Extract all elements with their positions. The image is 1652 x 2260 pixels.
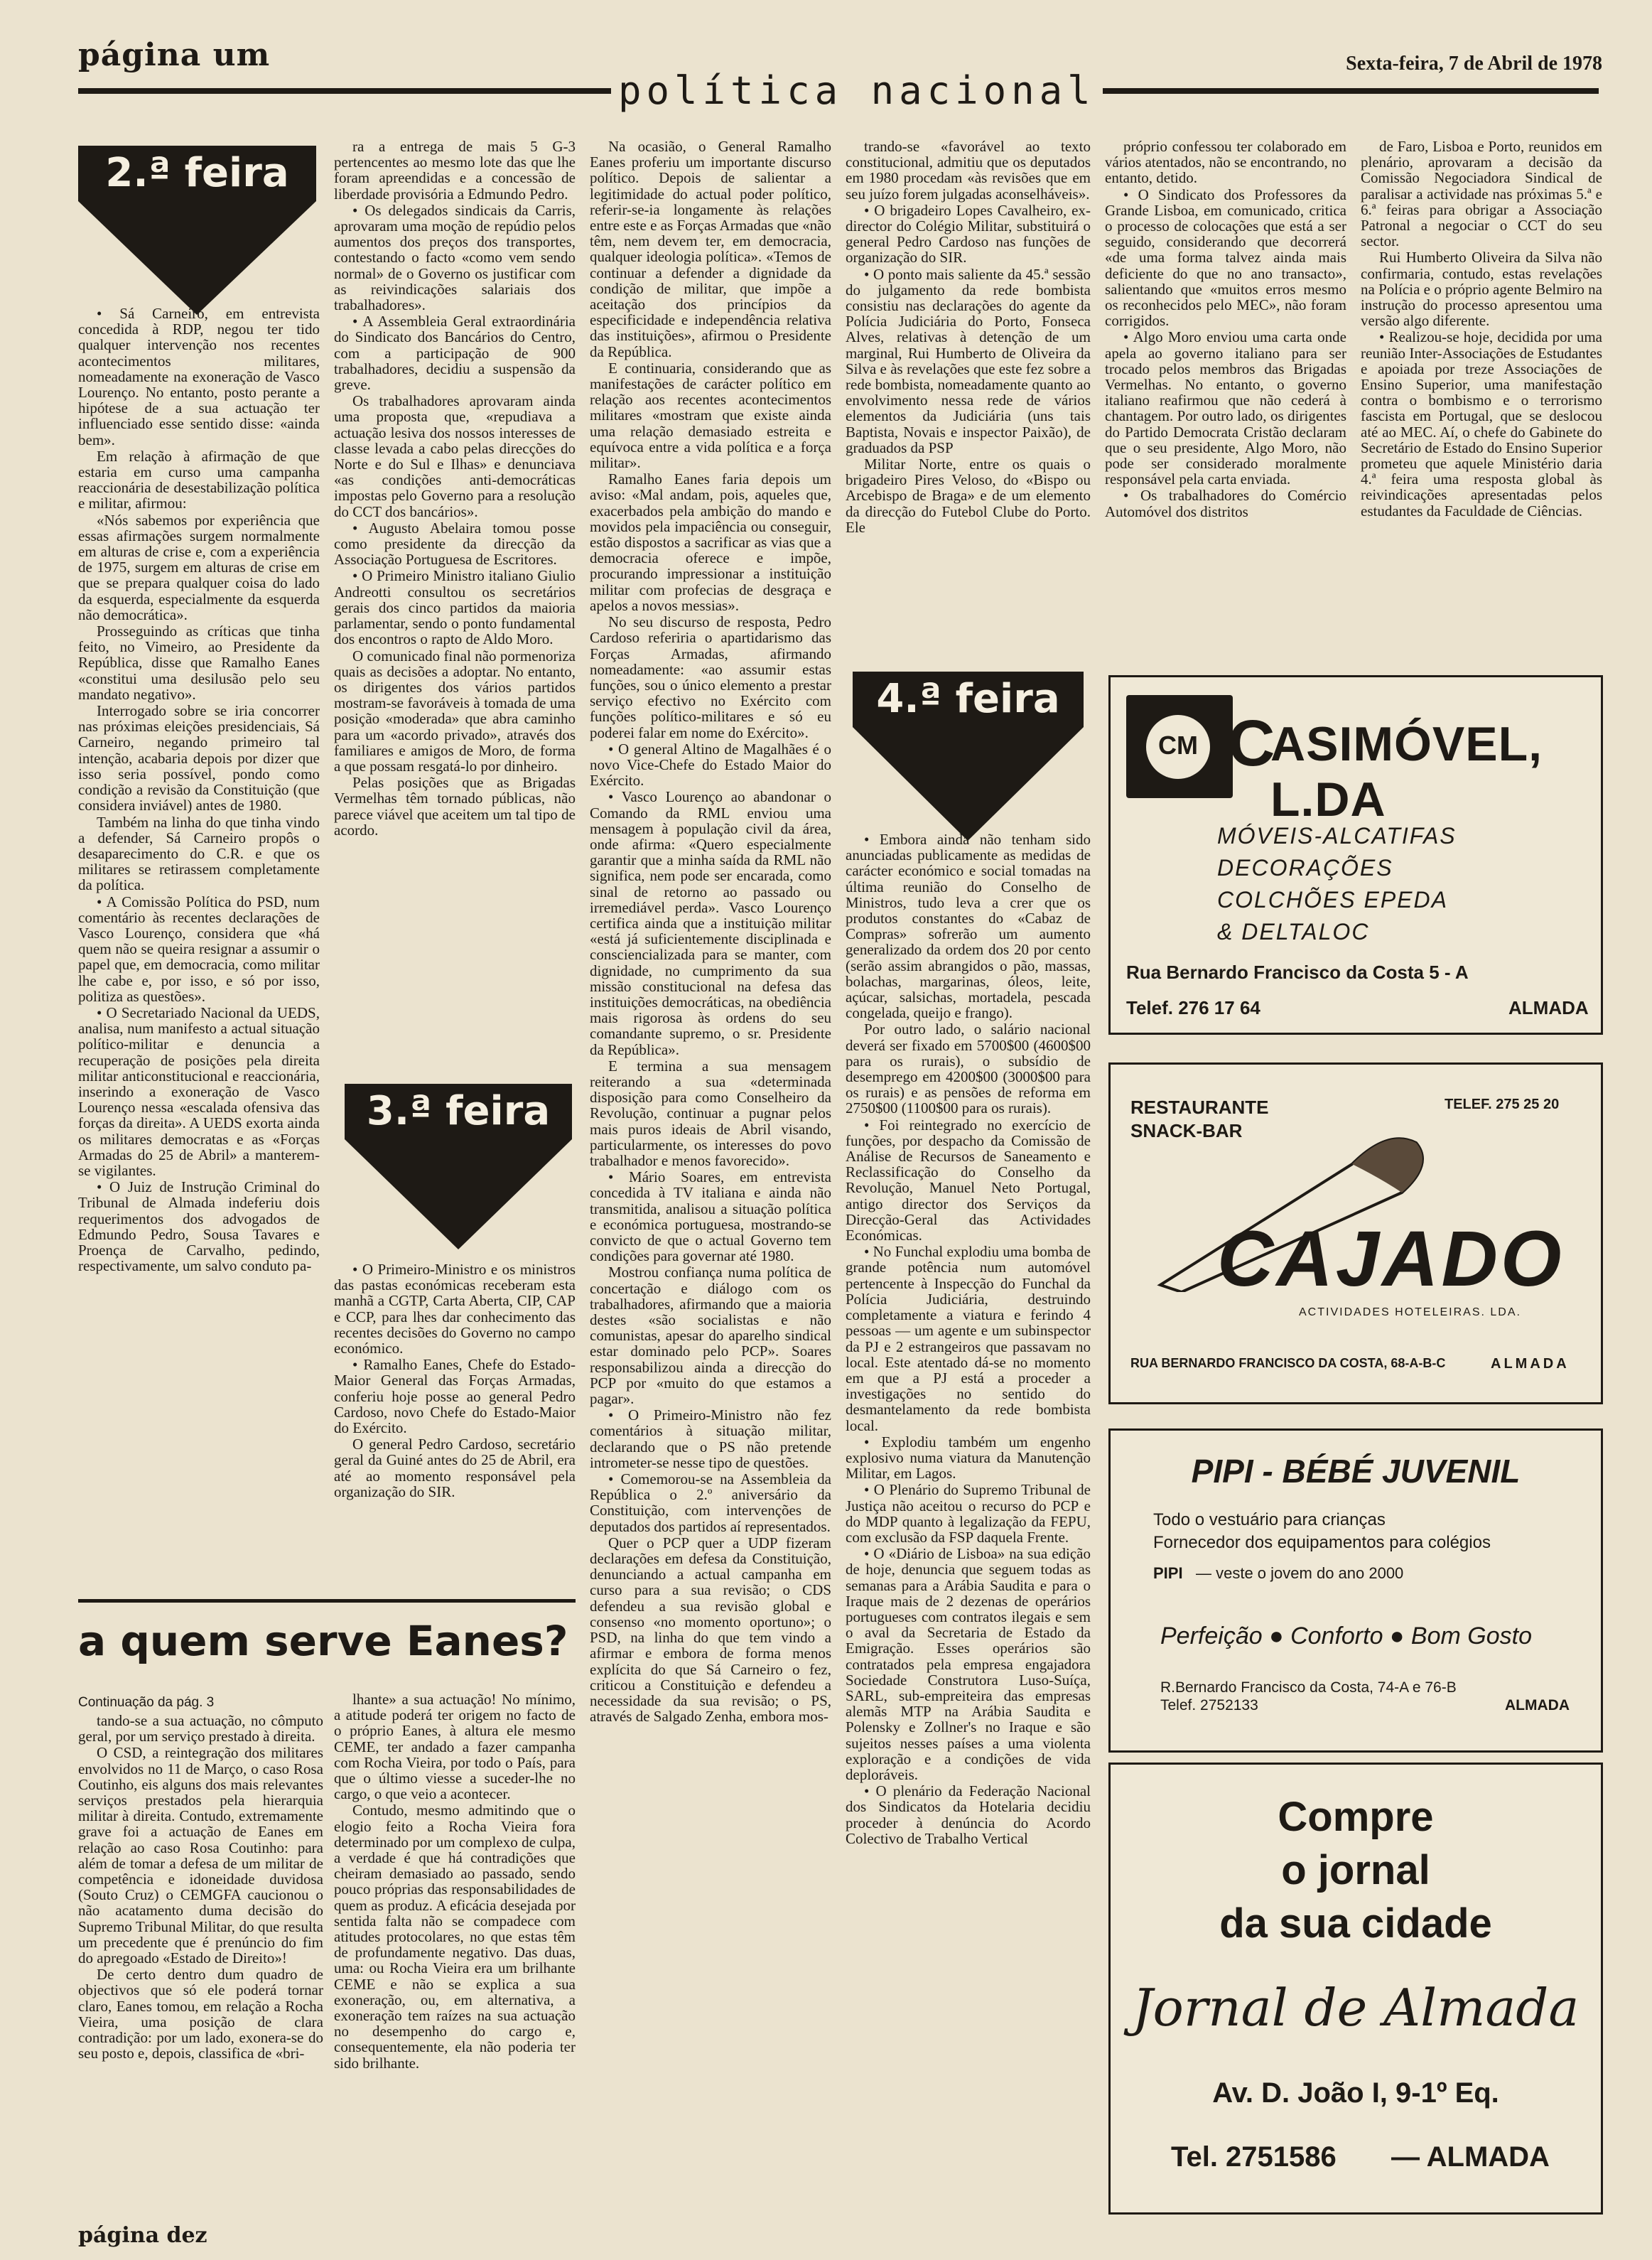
paragraph: • Realizou-se hoje, decidida por uma reunião Inter-Associações de Estudantes e apoiada por treze Associações de Ensino Superior, uma manifestação contra o bombismo e o terrorismo fascista em Portugal, que se deslocou até ao MEC. Aí, o chefe do Gabinete do Secretário de Estado do Ensino Superior prometeu que aquele Ministério daria 4.ª feira uma resposta global às reivindicações apresentadas pelos estudantes da Faculdade de Ciências.	[1361, 328, 1602, 520]
cajado-tel: TELEF. 275 25 20	[1445, 1097, 1560, 1112]
paragraph: Mostrou confiança numa política de concertação e diálogo com os trabalhadores, afirmando que a maioria destes «são socialistas e não comunistas, apesar do aparelho sindical estar dominado pelo PCP». Soares responsabilizou ainda a direcção do PCP por «muito do que estamos a pagar».	[590, 1264, 831, 1408]
column-1	[78, 306, 320, 1606]
paragraph: Interrogado sobre se iria concorrer nas próximas eleições presidenciais, Sá Carneiro, negando primeiro tal intenção, acabaria depois por dizer que isso seria possível, pondo como condição a revisão da Constituição (que considera inviável) antes de 1980.	[78, 702, 320, 814]
paragraph: • Comemorou-se na Assembleia da República o 2.º aniversário da Constituição, com intervenções de deputados dos partidos aí representados.	[590, 1470, 831, 1535]
day-label: 2.ª feira	[78, 146, 316, 201]
paragraph: Na ocasião, o General Ramalho Eanes proferiu um importante discurso político. Depois de salientar a legitimidade do actual poder político, referir-se-ia longamente às relações entre este e as Forças Armadas que «não têm, nem devem ter, em democracia, qualquer ideologia política». «Temos de continuar a defender a dignidade da condição de militar, que impõe a aceitação dos princípios da especificidade e independência relativa das instituições», afirmou o Presidente da República.	[590, 139, 831, 360]
cajado-top1: RESTAURANTE	[1130, 1097, 1269, 1118]
casimovel-name: ASIMÓVEL, L.DA	[1270, 717, 1543, 827]
paragraph: próprio confessou ter colaborado em vários atentados, não se encontrando, no entanto, detido.	[1105, 139, 1346, 187]
casimovel-city: ALMADA	[1508, 997, 1589, 1018]
paragraph: • Augusto Abelaira tomou posse como presidente da direcção da Associação Portuguesa de Escritores.	[334, 519, 576, 569]
pipi-title: PIPI - BÉBÉ JUVENIL	[1191, 1453, 1521, 1490]
paragraph: • A Comissão Política do PSD, num comentário às recentes declarações de Vasco Lourenço, considera que «há quem não se queira resignar a assumir o papel que, em democracia, como militar lhe cabe e, por isso, e só por isso, politiza as questões».	[78, 893, 320, 1005]
paragraph: • Sá Carneiro, em entrevista concedida à RDP, negou ter tido qualquer intervenção nos recentes acontecimentos militares, nomeadamente na exoneração de Vasco Lourenço. No entanto, posto perante a hipótese de a sua actuação ter influenciado esse sentido disse: «ainda bem».	[78, 306, 320, 448]
cajado-sub: ACTIVIDADES HOTELEIRAS. LDA.	[1299, 1306, 1521, 1318]
slogan-part: Perfeição	[1160, 1623, 1263, 1650]
paragraph: • No Funchal explodiu uma bomba de grande potência num automóvel pertencente à Inspecção do Funchal da Polícia Judiciária, destruindo completamente a viatura e ferindo 4 pessoas — um agente e um subinspector da PJ e 2 estrangeiros que passavam no local. Este atentado dá-se no momento em que a PJ está a proceder a investigações no sentido do desmantelamento da rede bombista local.	[846, 1243, 1091, 1434]
paragraph: de Faro, Lisboa e Porto, reunidos em plenário, aprovaram a decisão da Comissão Negociadora Sindical de paralisar a actividade nas próximas 5.ª e 6.ª feiras para obrigar a Associação Patronal a negociar o CCT do seu sector.	[1361, 139, 1602, 250]
paragraph: • O Primeiro-Ministro não fez comentários à situação militar, declarando que o PS não pretende intrometer-se nesse tipo de questões.	[590, 1406, 831, 1471]
casimovel-tel: Telef. 276 17 64	[1126, 997, 1260, 1018]
paragraph: • Mário Soares, em entrevista concedida à TV italiana e ainda não transmitida, analisou a situação política e económica portuguesa, mostrando-se convicto de que o actual Governo tem condições para governar até 1980.	[590, 1168, 831, 1265]
pipi-address: R.Bernardo Francisco da Costa, 74-A e 76-B	[1160, 1679, 1457, 1696]
column-2	[334, 139, 576, 1055]
pipi-city: ALMADA	[1505, 1697, 1570, 1713]
paragraph: lhante» a sua actuação! No mínimo, a atitude poderá ter origem no facto de o próprio Eanes, à altura ele mesmo CEME, ter andado a fazer campanha com Rocha Vieira, por todo o País, para que o último viesse a suceder-lhe no cargo, o que veio a acontecer.	[334, 1691, 576, 1803]
column-4	[846, 139, 1091, 650]
jornal-line2: o jornal	[1281, 1847, 1430, 1893]
paragraph: Também na linha do que tinha vindo a defender, Sá Carneiro propôs o desaparecimento do C.R. e que os militares se retirassem completamente da política.	[78, 813, 320, 894]
column-6	[1361, 139, 1602, 650]
day-badge-monday	[78, 146, 316, 315]
paragraph: tando-se a sua actuação, no cômputo geral, por um serviço prestado à direita.	[78, 1713, 323, 1745]
badge-triangle	[853, 727, 1084, 841]
day-label: 3.ª feira	[345, 1084, 572, 1139]
paragraph: Militar Norte, entre os quais o brigadeiro Pires Veloso, do «Bispo ou Arcebispo de Braga» e de um elemento da direcção do Futebol Clube do Porto. Ele	[846, 456, 1091, 536]
paragraph: De certo dentro dum quadro de objectivos que só ele poderá tornar claro, Eanes tomou, em relação a Rocha Vieira, uma posição de clara contradição: por um lado, exonera-se do seu posto e, depois, classifica de «bri-	[78, 1966, 323, 2062]
paragraph: Prosseguindo as críticas que tinha feito, no Vimeiro, ao Presidente da República, disse que Ramalho Eanes «constitui uma desilusão pelo seu mandato negativo».	[78, 623, 320, 703]
casimovel-line3: COLCHÕES EPEDA	[1217, 887, 1448, 913]
paragraph: • Os trabalhadores do Comércio Automóvel dos distritos	[1105, 487, 1346, 520]
cajado-top2: SNACK-BAR	[1130, 1120, 1243, 1141]
casimovel-logo	[1126, 695, 1233, 798]
paragraph: Ramalho Eanes faria depois um aviso: «Mal andam, pois, aqueles que, exacerbados pela ambição do mando e movidos pela impaciência ou conseguir, estão dispostos a sacrificar as vias que a democracia oferece e impõe, procurando impressionar a instituição militar com profecias de desgraça e apelos a novos messias».	[590, 470, 831, 614]
casimovel-initial: C	[1228, 707, 1275, 780]
paragraph: • Ramalho Eanes, Chefe do Estado-Maior General das Forças Armadas, conferiu hoje posse ao general Pedro Cardoso, novo Chefe do Estado-Maior do Exército.	[334, 1356, 576, 1437]
paragraph: E termina a sua mensagem reiterando a sua «determinada disposição para como Conselheiro da Revolução, continuar a pugnar pelos mais puros ideais de Abril visando, particularmente, os interesses do povo trabalhador e menos favorecido».	[590, 1057, 831, 1169]
paragraph: • Foi reintegrado no exercício de funções, por despacho da Comissão de Análise de Recursos de Saneamento e Reclassificação do Conselho da Revolução, Manuel Neto Portugal, antigo director dos Serviços da Direcção-Geral das Actividades Económicas.	[846, 1116, 1091, 1244]
paragraph: • O general Altino de Magalhães é o novo Vice-Chefe do Estado Maior do Exército.	[590, 740, 831, 790]
column-5	[1105, 139, 1346, 650]
paragraph: No seu discurso de resposta, Pedro Cardoso referiria o apartidarismo das Forças Armadas, afirmando nomeadamente: «ao assumir estas funções, sou o único elemento a prestar serviço efectivo no Exército com funções político-militares e só eu poderei falar em nome do Exército».	[590, 613, 831, 741]
day-label: 4.ª feira	[853, 672, 1084, 727]
paragraph: • O Juiz de Instrução Criminal do Tribunal de Almada indeferiu dois requerimentos dos advogados de Edmundo Pedro, Sousa Tavares e Proença de Carvalho, pedindo, respectivamente, um salvo conduto pa-	[78, 1178, 320, 1275]
paragraph: • O Sindicato dos Professores da Grande Lisboa, em comunicado, critica o processo de colocações que está a ser seguido, considerando que decorrerá «de uma forma talvez ainda mais deficiente do que no ano transacto», salientando que «muitos erros mesmo os reconhecidos pelo MEC», não foram corrigidos.	[1105, 185, 1346, 330]
article-column-b	[334, 1691, 576, 2203]
badge-triangle	[78, 201, 316, 315]
logo-letters: CM	[1158, 731, 1198, 760]
paragraph: • Os delegados sindicais da Carris, aprovaram uma moção de repúdio pelos aumentos dos preços dos transportes, contestando o facto «como vem sendo normal» de o Governo os justificar com as reivindicações salariais dos trabalhadores».	[334, 201, 576, 314]
paragraph: O comunicado final não pormenoriza quais as decisões a adoptar. No entanto, os dirigentes dos vários partidos mostram-se favoráveis à tomada de uma posição «moderada» que abra caminho para um «acordo privado», através dos familiares e amigos de Moro, de forma a que possam resgatá-lo por dinheiro.	[334, 647, 576, 775]
paragraph: • O Plenário do Supremo Tribunal de Justiça não aceitou o recurso do PCP e do MDP quanto à legalização da FEPU, com exclusão da FSP daquela Frente.	[846, 1481, 1091, 1546]
pipi-tel: Telef. 2752133	[1160, 1697, 1258, 1713]
pipi-slogan: Perfeição ● Conforto ● Bom Gosto	[1160, 1623, 1532, 1650]
paragraph: • O ponto mais saliente da 45.ª sessão do julgamento da rede bombista consistiu nas declarações do agente da Polícia Judiciária do Porto, Fonseca Alves, relativas à detenção de um marginal, Rui Humberto de Oliveira da Silva e às revelações que este fez sobre a rede bombista, nomeadamente quanto ao envolvimento nessa rede de vários elementos da Judiciária (uns tais Baptista, Novais e inspector Paixão), de graduados da PSP	[846, 265, 1091, 456]
paragraph: • O «Diário de Lisboa» na sua edição de hoje, denuncia que seguem todas as semanas para a Arábia Saudita e para o Iraque mais de 2 dezenas de operários portugueses com contratos ilegais e sem o aval da Secretaria de Estado da Emigração. Esses operários são contratados pela empresa engajadora Sociedade Construtora Luso-Suíça, SARL, sub-empreiteira das empresas alemãs MTP na Arábia Saudita e Polensky e Zollner's no Iraque e são sujeitos nesses países a uma violenta exploração e a condições de vida deploráveis.	[846, 1545, 1091, 1783]
paragraph: • O brigadeiro Lopes Cavalheiro, ex-director do Colégio Militar, substituirá o general Pedro Cardoso nas funções de organização do SIR.	[846, 201, 1091, 267]
paragraph: • A Assembleia Geral extraordinária do Sindicato dos Bancários do Centro, com a participação de 900 trabalhadores, decidiu a suspensão da greve.	[334, 313, 576, 394]
ad-pipi	[1108, 1428, 1603, 1753]
page-date: Sexta-feira, 7 de Abril de 1978	[1346, 53, 1602, 75]
badge-triangle	[345, 1139, 572, 1249]
pipi-line1: Todo o vestuário para crianças	[1153, 1510, 1386, 1529]
ad-cajado	[1108, 1062, 1603, 1404]
jornal-line3: da sua cidade	[1219, 1900, 1492, 1947]
article-rule	[78, 1599, 576, 1603]
column-3	[590, 139, 831, 2192]
jornal-line1: Compre	[1278, 1794, 1434, 1840]
paragraph: • Embora ainda não tenham sido anunciadas publicamente as medidas de carácter económico e social tomadas na última reunião do Conselho de Ministros, tudo leva a crer que os produtos constantes do «Cabaz de Compras» sofrerão um aumento generalizado da ordem dos 20 por cento (serão assim abrangidos o pão, massas, bolachas, margarinas, óleos, leite, açúcar, salsichas, mortadela, pescada congelada, queijo e frango).	[846, 832, 1091, 1022]
slogan-part: Conforto	[1290, 1623, 1383, 1650]
jornal-script-logo: Jornal de Almada	[1132, 1978, 1580, 2038]
paragraph: Por outro lado, o salário nacional deverá ser fixado em 5700$00 (4600$00 para os rurais), o subsídio de desemprego em 4200$00 (3000$00 para os rurais) e as pensões de reforma em 2750$00 (1100$00 para os rurais).	[846, 1021, 1091, 1117]
page-footer: página dez	[78, 2223, 207, 2248]
paragraph: E continuaria, considerando que as manifestações de carácter político em relação aos recentes acontecimentos militares «mostram que existe ainda uma relação demasiado estreita e equívoca entre a vida política e a força militar».	[590, 359, 831, 472]
paragraph: • O Secretariado Nacional da UEDS, analisa, num manifesto a actual situação político-militar e denuncia a recuperação de posições pela direita militar anticonstitucional e reaccionária, inserindo a exoneração de Vasco Lourenço nessa «escalada ofensiva das forças da direita». A UEDS exorta ainda os militares democratas e as «Forças Armadas do 25 de Abril» a manterem-se vigilantes.	[78, 1003, 320, 1179]
section-title: política nacional	[611, 68, 1103, 113]
column-4-lower	[846, 832, 1091, 2203]
cajado-address: RUA BERNARDO FRANCISCO DA COSTA, 68-A-B-C	[1130, 1356, 1446, 1370]
paragraph: «Nós sabemos por experiência que essas afirmações surgem normalmente em alturas de crise e, com a experiência de 1975, surgem em alturas de crise em que se prepara qualquer coisa do lado da esquerda, especialmente da esquerda não democrática».	[78, 511, 320, 623]
paragraph: • Explodiu também um engenho explosivo numa viatura da Manutenção Militar, em Lagos.	[846, 1433, 1091, 1483]
paragraph: • O Primeiro-Ministro e os ministros das pastas económicas receberam esta manhã a CGTP, Carta Aberta, CIP, CAP e CCP, para lhes dar conhecimento das recentes decisões do Governo no campo económico.	[334, 1261, 576, 1357]
paragraph: Quer o PCP quer a UDP fizeram declarações em defesa da Constituição, denunciando a actual campanha em curso para a sua revisão; o CDS defendeu a sua revisão global e consenso «no momento oportuno»; o PSD, na linha do que tem vindo a afirmar e embora de forma menos explícita do que Sá Carneiro o fez, criticou a Constituição e defendeu a necessidade da sua revisão; o PS, através de Salgado Zenha, embora mos-	[590, 1534, 831, 1726]
paragraph: • Vasco Lourenço ao abandonar o Comando da RML enviou uma mensagem à população civil da área, onde afirma: «Quero especialmente garantir que a minha saída da RML não significa, nem pode ser encarada, como sinal de retorno ao passado ou irremediável perda». Vasco Lourenço certifica ainda que a instituição militar «está já suficientemente disciplinada e consciencializada para se manter, com dignidade, no cumprimento da sua missão constitucional na defesa das instituições democráticas, na obediência mais rigorosa às ordens do seu comandante supremo, o sr. Presidente da República».	[590, 788, 831, 1058]
article-column-a	[78, 1713, 323, 2203]
paragraph: ra a entrega de mais 5 G-3 pertencentes ao mesmo lote das que lhe foram apreendidas e a concessão de liberdade provisória a Edmundo Pedro.	[334, 139, 576, 203]
paragraph: Em relação à afirmação de que estaria em curso uma campanha reaccionária de desestabilização política e militar, afirmou:	[78, 447, 320, 512]
paragraph: O CSD, a reintegração dos militares envolvidos no 11 de Março, o caso Rosa Coutinho, eis alguns dos mais relevantes serviços prestados pela hierarquia militar à direita. Contudo, extremamente grave foi a actuação de Eanes em relação ao caso Rosa Coutinho: para além de tomar a defesa de um militar de competência e idoneidade duvidosa (Souto Cruz) o CEMGFA caucionou o não acatamento duma decisão do Supremo Tribunal Militar, do que resulta um precedente que é prenúncio do fim do apregoado «Estado de Direito»!	[78, 1744, 323, 1967]
paragraph: trando-se «favorável ao texto constitucional, admitiu que os deputados em 1980 procedam «às revisões que em seu juízo forem julgadas aconselháveis».	[846, 139, 1091, 203]
casimovel-line4: & DELTALOC	[1217, 919, 1370, 945]
jornal-city: — ALMADA	[1391, 2141, 1550, 2173]
paragraph: • O plenário da Federação Nacional dos Sindicatos da Hotelaria decidiu proceder à denúncia do Acordo Colectivo de Trabalho Vertical	[846, 1782, 1091, 1847]
pipi-brand: PIPI	[1153, 1564, 1183, 1582]
slogan-part: Bom Gosto	[1410, 1623, 1532, 1650]
paragraph: Contudo, mesmo admitindo que o elogio feito a Rocha Vieira fora determinado por um complexo de culpa, a verdade é que há contradições que cheiram demasiado ao passado, sendo pouco próprias das responsabilidades de quem as produz. A eficácia desejada por sentida falta não se compadece com atitudes protocolares, no que estas têm de profundamente negativo. Das duas, uma: ou Rocha Vieira era um brilhante CEME e não se explica a sua exoneração, ou, em alternativa, a exoneração tem raízes na sua actuação no desempenho do cargo e, consequentemente, ela não poderia ter sido brilhante.	[334, 1802, 576, 2072]
jornal-address: Av. D. João I, 9-1º Eq.	[1212, 2077, 1499, 2109]
casimovel-line2: DECORAÇÕES	[1217, 855, 1393, 881]
paragraph: Rui Humberto Oliveira da Silva não confirmaria, contudo, estas revelações na Polícia e o próprio agente Belmiro na instrução do processo apresentou uma versão algo diferente.	[1361, 249, 1602, 330]
ad-casimovel	[1108, 675, 1603, 1035]
paragraph: • Algo Moro enviou uma carta onde apela ao governo italiano para ser trocado pelos membros das Brigadas Vermelhas. No entanto, o governo italiano reafirmou que não cederá à chantagem. Por outro lado, os dirigentes do Partido Democrata Cristão declaram que o seu presidente, Algo Moro, não pode ser considerado moralmente responsável pela carta enviada.	[1105, 328, 1346, 488]
paragraph: • O Primeiro Ministro italiano Giulio Andreotti consultou os secretários gerais dos cinco partidos da maioria parlamentar, sendo o ponto fundamental dos encontros o rapto de Aldo Moro.	[334, 567, 576, 648]
continued-label: Continuação da pág. 3	[78, 1695, 215, 1710]
jornal-tel: Tel. 2751586	[1171, 2141, 1337, 2173]
pipi-line2: Fornecedor dos equipamentos para colégios	[1153, 1533, 1491, 1552]
paragraph: O general Pedro Cardoso, secretário geral da Guiné antes do 25 de Abril, era até ao momento responsável pela organização do SIR.	[334, 1436, 576, 1500]
cajado-city: ALMADA	[1491, 1356, 1570, 1372]
paragraph: Os trabalhadores aprovaram ainda uma proposta que, «repudiava a actuação lesiva dos nossos interesses de classe levada a cabo pelas direcções do Norte e do Sul e Ilhas» e denunciava «as condições anti-democráticas impostas pelo Governo para a resolução do CCT dos bancários».	[334, 392, 576, 520]
cajado-name: CAJADO	[1217, 1215, 1565, 1303]
day-badge-wednesday	[853, 672, 1084, 841]
pipi-line3: — veste o jovem do ano 2000	[1196, 1564, 1404, 1582]
article-headline: a quem serve Eanes?	[78, 1617, 568, 1665]
masthead-left: página um	[78, 37, 271, 73]
day-badge-tuesday	[345, 1084, 572, 1249]
casimovel-line1: MÓVEIS-ALCATIFAS	[1217, 823, 1457, 849]
column-2b	[334, 1261, 576, 1596]
casimovel-address: Rua Bernardo Francisco da Costa 5 - A	[1126, 962, 1469, 983]
paragraph: Pelas posições que as Brigadas Vermelhas têm tornado públicas, não parece viável que aceitem um tal tipo de acordo.	[334, 774, 576, 839]
ad-jornal	[1108, 1763, 1603, 2215]
